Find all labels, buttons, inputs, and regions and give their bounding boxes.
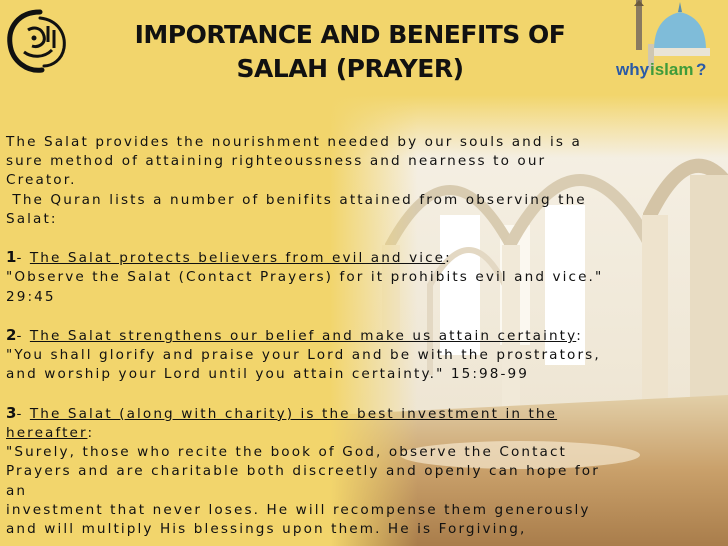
benefit-colon: :	[87, 425, 95, 441]
logo-text-question: ?	[696, 60, 707, 79]
benefit-3-quote-line: and will multiply His blessings upon them. He is Forgiving,	[6, 521, 527, 538]
benefit-heading-text: hereafter	[6, 425, 88, 441]
benefit-colon: :	[576, 328, 583, 344]
intro-line: Salat:	[6, 210, 58, 227]
benefit-1-quote-line: 29:45	[6, 288, 56, 305]
title-line-1: IMPORTANCE AND BENEFITS OF	[134, 20, 566, 49]
intro-line: sure method of attaining righteoussness and nearness to our Creator.	[6, 153, 547, 189]
whyislam-logo-icon	[608, 0, 728, 90]
benefit-3-heading	[6, 404, 606, 424]
intro-line: The Salat provides the nourishment needed by our souls and is a	[6, 134, 582, 150]
benefit-3-quote-line: "Surely, those who recite the book of God, observe the Contact	[6, 444, 567, 461]
benefit-number: 3	[6, 403, 17, 422]
benefit-separator: -	[16, 250, 30, 267]
benefit-separator: -	[16, 405, 30, 422]
benefit-heading-text: The Salat strengthens our belief and make us attain certainty	[29, 328, 577, 344]
body-text	[6, 133, 606, 539]
intro-line: The Quran lists a number of benifits attained from observing the	[6, 191, 587, 208]
benefit-colon: :	[445, 250, 452, 267]
benefit-3-heading-cont	[6, 424, 606, 443]
logo-text-islam: islam	[650, 60, 694, 79]
benefit-2-heading	[6, 326, 606, 346]
benefit-1-heading	[6, 248, 606, 268]
benefit-number: 1	[6, 248, 17, 267]
slide-title	[90, 18, 610, 86]
benefit-2-quote-line: "You shall glorify and praise your Lord and be with the prostrators,	[6, 347, 601, 364]
benefit-1-quote-line: "Observe the Salat (Contact Prayers) for it prohibits evil and vice."	[6, 269, 604, 286]
benefit-separator: -	[16, 328, 30, 344]
logo-text-why: why	[616, 60, 650, 79]
benefit-heading-text: The Salat protects believers from evil and vice	[29, 250, 446, 267]
benefit-heading-text: The Salat (along with charity) is the best investment in the	[29, 405, 558, 422]
calligraphy-logo-icon	[4, 8, 76, 76]
benefit-3-quote-line: investment that never loses. He will recompense them generously	[6, 501, 591, 518]
benefit-2-quote-line: and worship your Lord until you attain certainty." 15:98-99	[6, 366, 530, 383]
benefit-3-quote-line: Prayers and are charitable both discreetly and openly can hope for an	[6, 463, 600, 499]
benefit-number: 2	[6, 326, 17, 344]
title-line-2: SALAH (PRAYER)	[236, 54, 464, 83]
